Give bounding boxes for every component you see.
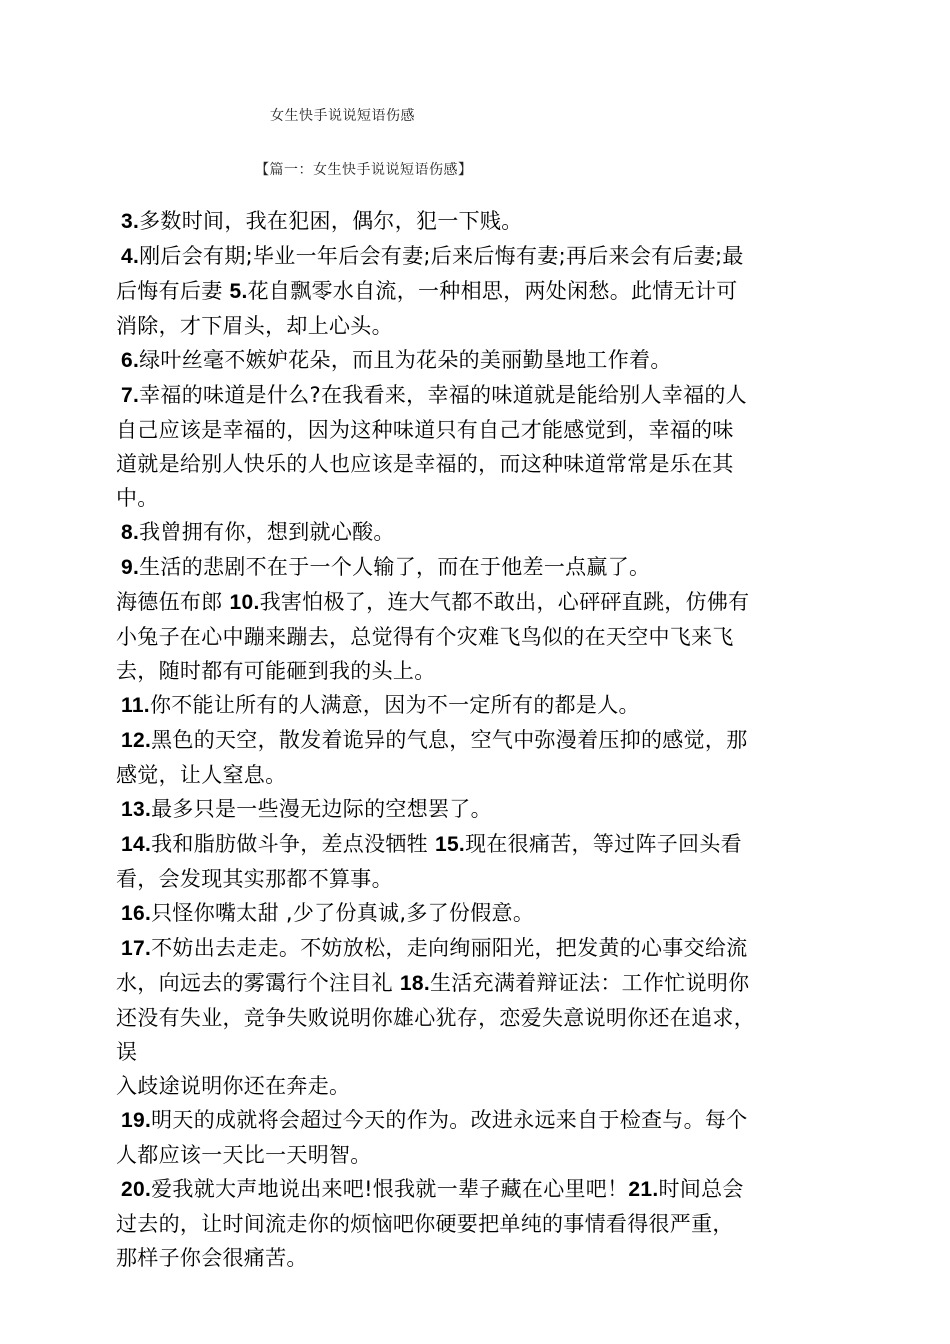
text-line	[116, 585, 846, 620]
item-number: 13.	[121, 798, 152, 821]
text-line	[116, 654, 846, 688]
line-text: 生活充满着辩证法：工作忙说明你	[429, 971, 750, 995]
text-line	[116, 862, 846, 896]
line-text: 我和脂肪做斗争，差点没牺牲	[151, 832, 435, 856]
line-text: 多数时间，我在犯困，偶尔，犯一下贱。	[139, 209, 523, 233]
line-text: 看，会发现其实那都不算事。	[116, 867, 393, 891]
text-line	[116, 550, 846, 585]
item-number: 9.	[121, 556, 140, 579]
text-line	[116, 1069, 846, 1103]
item-number: 10.	[229, 591, 260, 614]
line-text: 时间总会	[658, 1177, 744, 1201]
text-line	[116, 1001, 846, 1035]
line-text: 只怪你嘴太甜 ,少了份真诚,多了份假意。	[151, 901, 535, 925]
line-text: 花自飘零水自流，一种相思，两处闲愁。此情无计可	[247, 279, 738, 303]
page-title: 女生快手说说短语伤感	[270, 108, 415, 124]
text-line	[116, 274, 846, 309]
text-line	[116, 1207, 846, 1241]
line-text: 道就是给别人快乐的人也应该是幸福的，而这种味道常常是乐在其	[116, 452, 734, 476]
text-line	[116, 309, 846, 343]
text-line	[116, 931, 846, 966]
line-text: 最多只是一些漫无边际的空想罢了。	[151, 797, 492, 821]
text-line	[116, 827, 846, 862]
line-text: 我曾拥有你，想到就心酸。	[139, 520, 395, 544]
text-line	[116, 515, 846, 550]
item-number: 3.	[121, 210, 140, 233]
item-number: 8.	[121, 521, 140, 544]
section-heading: 【篇一：女生快手说说短语伤感】	[255, 162, 473, 178]
line-text: 过去的，让时间流走你的烦恼吧你硬要把单纯的事情看得很严重，	[116, 1212, 734, 1236]
item-number: 18.	[399, 972, 430, 995]
line-text: 刚后会有期;毕业一年后会有妻;后来后悔有妻;再后来会有后妻;最	[139, 244, 744, 268]
text-line	[116, 688, 846, 723]
item-number: 14.	[121, 833, 152, 856]
text-line	[116, 1172, 846, 1207]
line-text: 黑色的天空，散发着诡异的气息，空气中弥漫着压抑的感觉，那	[151, 728, 748, 752]
text-line	[116, 896, 846, 931]
item-number: 19.	[121, 1109, 152, 1132]
item-number: 20.	[121, 1178, 152, 1201]
line-text: 感觉，让人窒息。	[116, 763, 287, 787]
text-line	[116, 792, 846, 827]
line-text: 我害怕极了，连大气都不敢出，心砰砰直跳，仿佛有	[259, 590, 750, 614]
line-text: 爱我就大声地说出来吧!恨我就一辈子藏在心里吧！	[151, 1177, 629, 1201]
text-line	[116, 239, 846, 274]
text-line	[116, 620, 846, 654]
line-text: 误	[116, 1040, 138, 1064]
line-text: 你不能让所有的人满意，因为不一定所有的都是人。	[149, 693, 640, 717]
line-text: 自己应该是幸福的，因为这种味道只有自己才能感觉到，幸福的味	[116, 418, 734, 442]
item-number: 21.	[628, 1178, 659, 1201]
line-text: 去，随时都有可能砸到我的头上。	[116, 659, 436, 683]
text-line	[116, 413, 846, 447]
item-number: 4.	[121, 245, 140, 268]
item-number: 5.	[229, 280, 248, 303]
line-text: 明天的成就将会超过今天的作为。改进永远来自于检查与。每个	[151, 1108, 748, 1132]
line-text: 中。	[116, 486, 159, 510]
line-text: 后悔有后妻	[116, 279, 230, 303]
text-line	[116, 1035, 846, 1069]
line-text: 水，向远去的雾霭行个注目礼	[116, 971, 400, 995]
document-body	[116, 204, 846, 1275]
line-text: 幸福的味道是什么?在我看来，幸福的味道就是能给别人幸福的人	[139, 383, 747, 407]
text-line	[116, 1241, 846, 1275]
line-text: 还没有失业，竞争失败说明你雄心犹存，恋爱失意说明你还在追求，	[116, 1006, 755, 1030]
line-text: 人都应该一天比一天明智。	[116, 1143, 372, 1167]
text-line	[116, 378, 846, 413]
item-number: 6.	[121, 349, 140, 372]
line-text: 那样子你会很痛苦。	[116, 1246, 308, 1270]
line-text: 不妨出去走走。不妨放松，走向绚丽阳光，把发黄的心事交给流	[151, 936, 748, 960]
line-text: 入歧途说明你还在奔走。	[116, 1074, 351, 1098]
text-line	[116, 204, 846, 239]
item-number: 12.	[121, 729, 152, 752]
line-text: 现在很痛苦，等过阵子回头看	[465, 832, 742, 856]
line-text: 海德伍布郎	[116, 590, 230, 614]
line-text: 绿叶丝毫不嫉妒花朵，而且为花朵的美丽勤垦地工作着。	[139, 348, 672, 372]
item-number: 16.	[121, 902, 152, 925]
text-line	[116, 758, 846, 792]
item-number: 17.	[121, 937, 152, 960]
text-line	[116, 1103, 846, 1138]
line-text: 生活的悲剧不在于一个人输了，而在于他差一点赢了。	[139, 555, 651, 579]
item-number: 11.	[121, 694, 150, 717]
line-text: 消除，才下眉头，却上心头。	[116, 314, 393, 338]
item-number: 15.	[434, 833, 466, 856]
text-line	[116, 343, 846, 378]
item-number: 7.	[121, 384, 140, 407]
text-line	[116, 447, 846, 481]
text-line	[116, 1138, 846, 1172]
text-line	[116, 481, 846, 515]
text-line	[116, 723, 846, 758]
text-line	[116, 966, 846, 1001]
line-text: 小兔子在心中蹦来蹦去，总觉得有个灾难飞鸟似的在天空中飞来飞	[116, 625, 734, 649]
